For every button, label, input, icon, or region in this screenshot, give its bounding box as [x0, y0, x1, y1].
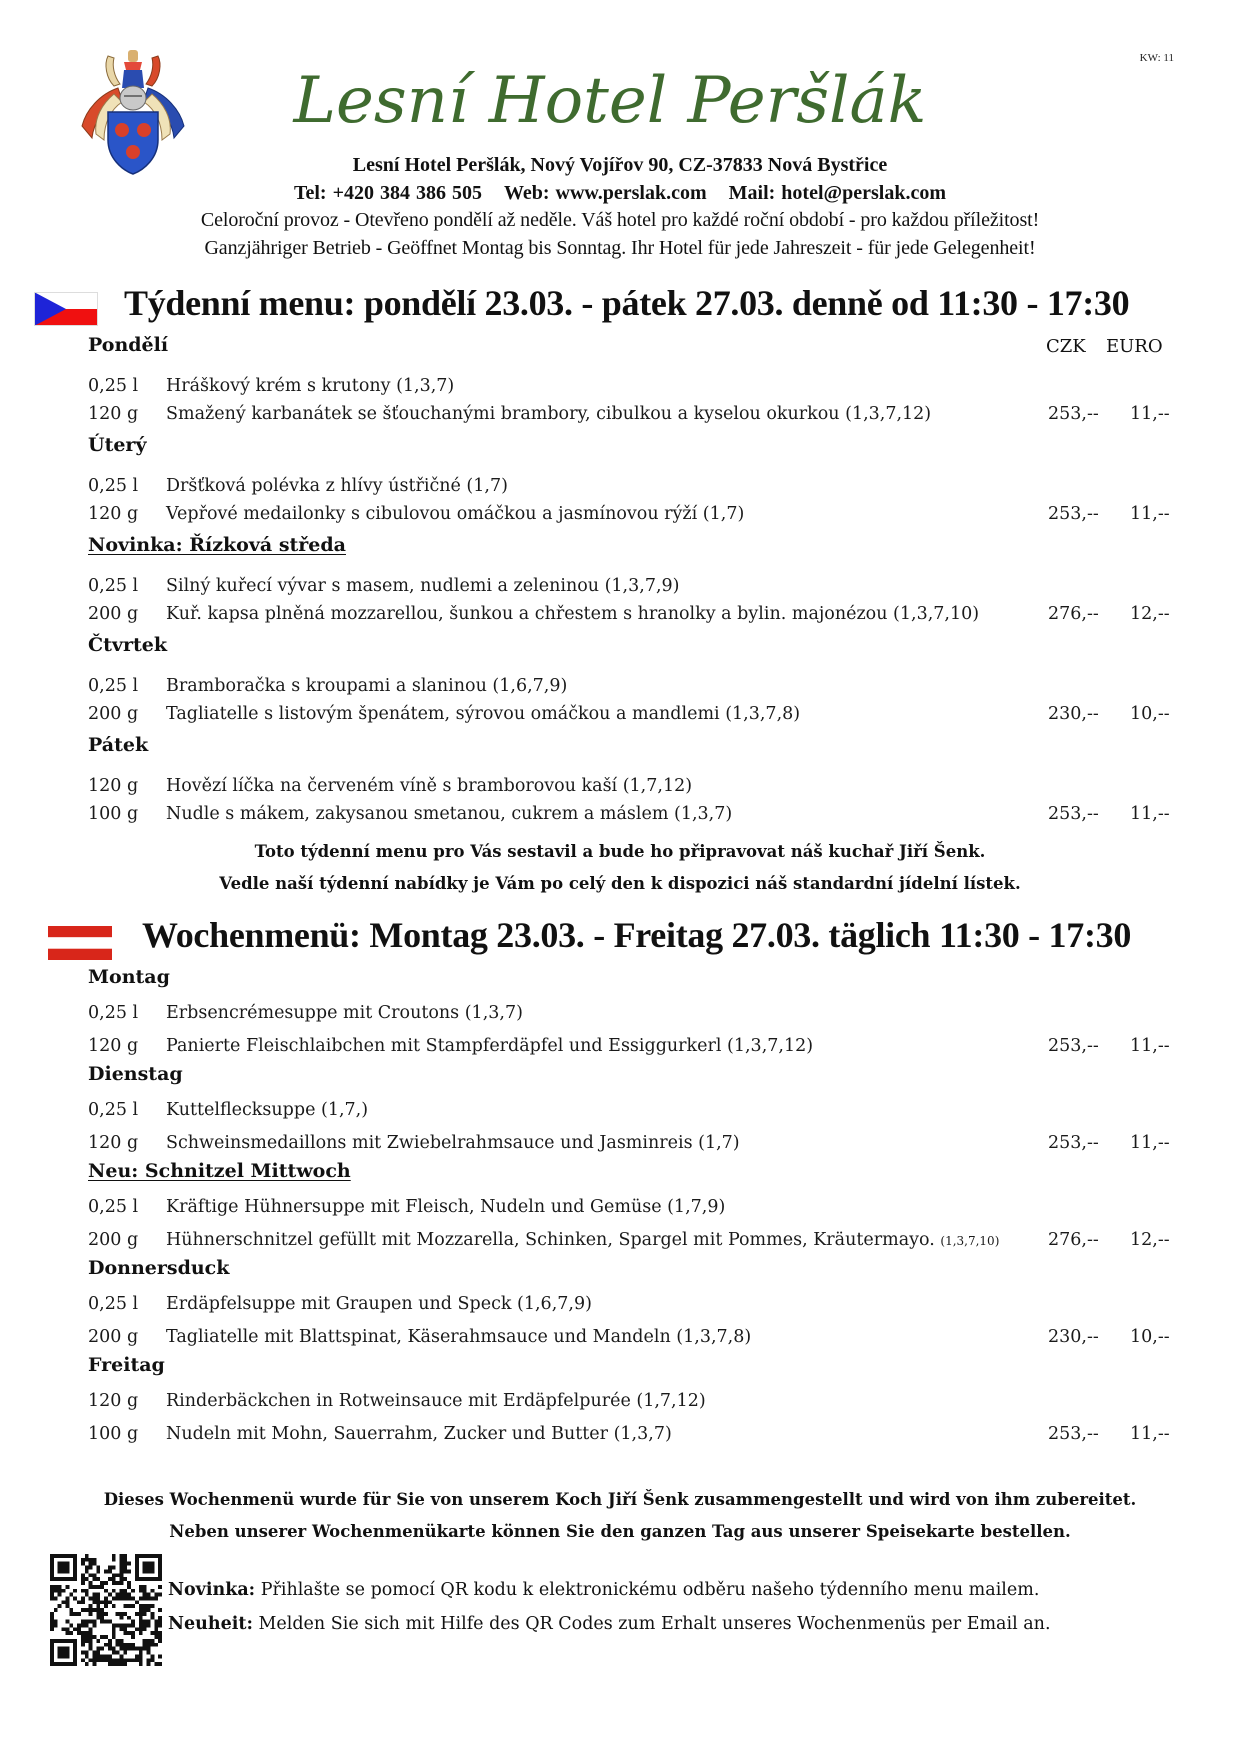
menu-item-row: [88, 1197, 1168, 1227]
dish-description: [166, 1294, 592, 1314]
portion-size: 0,25 l: [88, 676, 139, 696]
phone-number[interactable]: Tel: +420 384 386 505: [293, 182, 482, 204]
czech-chef-note: Toto týdenní menu pro Vás sestavil a bude ho připravovat náš kuchař Jiří Šenk.: [254, 842, 986, 861]
qr-german-label: Neuheit:: [168, 1614, 253, 1634]
price-czk: 253,--: [1048, 1036, 1099, 1056]
day-heading: Donnersduck: [88, 1257, 230, 1279]
portion-size: 120 g: [88, 504, 139, 524]
day-heading: Dienstag: [88, 1063, 183, 1085]
menu-item-row: [88, 1133, 1168, 1163]
portion-size: 200 g: [88, 704, 139, 724]
portion-size: 0,25 l: [88, 1100, 139, 1120]
dish-text: Erbsencrémesuppe mit Croutons (1,3,7): [166, 1003, 523, 1023]
website-link[interactable]: Web: www.perslak.com: [503, 182, 707, 204]
menu-item-row: [88, 1036, 1168, 1066]
day-heading: Pátek: [88, 734, 149, 756]
menu-item-row: [88, 604, 1168, 634]
price-euro: 12,--: [1130, 1230, 1170, 1250]
portion-size: 200 g: [88, 604, 139, 624]
portion-size: 100 g: [88, 1424, 139, 1444]
dish-text: Hühnerschnitzel gefüllt mit Mozzarella, Schinken, Spargel mit Pommes, Kräutermayo.: [166, 1230, 935, 1250]
menu-item-row: [88, 1327, 1168, 1357]
day-heading: Montag: [88, 966, 170, 988]
dish-text: Panierte Fleischlaibchen mit Stampferdäpfel und Essiggurkerl (1,3,7,12): [166, 1036, 814, 1056]
czech-flag-icon: [34, 292, 98, 326]
day-heading: Freitag: [88, 1354, 165, 1376]
price-czk: 253,--: [1048, 404, 1099, 424]
czech-menu-title: Týdenní menu: pondělí 23.03. - pátek 27.03. denně od 11:30 - 17:30: [124, 283, 1130, 323]
price-czk: 253,--: [1048, 504, 1099, 524]
price-czk: 253,--: [1048, 1424, 1099, 1444]
menu-item-row: [88, 776, 1168, 806]
day-heading: Neu: Schnitzel Mittwoch: [88, 1160, 351, 1182]
price-czk: 253,--: [1048, 1133, 1099, 1153]
menu-item-row: [88, 1230, 1168, 1260]
hotel-address: Lesní Hotel Peršlák, Nový Vojířov 90, CZ-37833 Nová Bystřice: [352, 154, 888, 176]
menu-item-row: [88, 576, 1168, 606]
qr-subscribe-german: [168, 1614, 1051, 1634]
dish-description: [166, 776, 692, 796]
qr-subscribe-czech: [168, 1580, 1039, 1600]
dish-description: [166, 676, 567, 696]
dish-text: Bramboračka s kroupami a slaninou (1,6,7,9): [166, 676, 568, 696]
portion-size: 0,25 l: [88, 576, 139, 596]
dish-description: [166, 1003, 523, 1023]
portion-size: 120 g: [88, 1036, 139, 1056]
dish-description: [166, 604, 979, 624]
price-euro: 11,--: [1130, 804, 1170, 824]
day-heading: Pondělí: [88, 334, 169, 356]
currency-header-euro: EURO: [1106, 336, 1163, 357]
qr-code-icon[interactable]: [50, 1554, 162, 1666]
dish-description: [166, 1197, 725, 1217]
contact-line: [0, 182, 1240, 205]
menu-item-row: [88, 1294, 1168, 1324]
dish-text: Kuttelflecksuppe (1,7,): [166, 1100, 369, 1120]
calendar-week-label: KW: 11: [1139, 52, 1174, 64]
tagline-czech: Celoroční provoz - Otevřeno pondělí až neděle. Váš hotel pro každé roční období - pro každou příležitost!: [200, 209, 1040, 231]
dish-text: Dršťková polévka z hlívy ústřičné (1,7): [166, 476, 508, 496]
dish-text: Tagliatelle s listovým špenátem, sýrovou omáčkou a mandlemi (1,3,7,8): [166, 704, 801, 724]
price-czk: 230,--: [1048, 1327, 1099, 1347]
portion-size: 0,25 l: [88, 476, 139, 496]
menu-item-row: [88, 676, 1168, 706]
price-czk: 253,--: [1048, 804, 1099, 824]
dish-text: Rinderbäckchen in Rotweinsauce mit Erdäpfelpurée (1,7,12): [166, 1391, 706, 1411]
dish-description: [166, 576, 679, 596]
portion-size: 120 g: [88, 1133, 139, 1153]
dish-text: Smažený karbanátek se šťouchanými brambory, cibulkou a kyselou okurkou (1,3,7,12): [166, 404, 932, 424]
portion-size: 0,25 l: [88, 376, 139, 396]
price-euro: 11,--: [1130, 1133, 1170, 1153]
austrian-flag-icon: [48, 926, 112, 960]
dish-description: [166, 1424, 672, 1444]
portion-size: 120 g: [88, 1391, 139, 1411]
dish-text: Nudeln mit Mohn, Sauerrahm, Zucker und Butter (1,3,7): [166, 1424, 672, 1444]
portion-size: 120 g: [88, 404, 139, 424]
dish-text: Schweinsmedaillons mit Zwiebelrahmsauce und Jasminreis (1,7): [166, 1133, 740, 1153]
menu-item-row: [88, 476, 1168, 506]
dish-text: Silný kuřecí vývar s masem, nudlemi a zeleninou (1,3,7,9): [166, 576, 680, 596]
price-euro: 12,--: [1130, 604, 1170, 624]
currency-header-czk: CZK: [1046, 336, 1086, 357]
german-chef-note: Dieses Wochenmenü wurde für Sie von unserem Koch Jiří Šenk zusammengestellt und wird von ihm zubereitet.: [103, 1490, 1137, 1509]
menu-item-row: [88, 504, 1168, 534]
dish-text: Vepřové medailonky s cibulovou omáčkou a jasmínovou rýží (1,7): [166, 504, 745, 524]
tagline-german: Ganzjähriger Betrieb - Geöffnet Montag bis Sonntag. Ihr Hotel für jede Jahreszeit - für jede Gelegenheit!: [204, 237, 1036, 259]
dish-description: [166, 1230, 999, 1250]
brand-logo-text: Lesní Hotel Peršlák: [293, 64, 927, 138]
german-standard-menu-note: Neben unserer Wochenmenükarte können Sie den ganzen Tag aus unserer Speisekarte bestellen.: [169, 1522, 1071, 1541]
dish-description: [166, 1133, 740, 1153]
dish-description: [166, 376, 454, 396]
price-euro: 11,--: [1130, 504, 1170, 524]
czech-standard-menu-note: Vedle naší týdenní nabídky je Vám po celý den k dispozici náš standardní jídelní lístek.: [219, 874, 1021, 893]
dish-description: [166, 804, 732, 824]
menu-item-row: [88, 1391, 1168, 1421]
menu-item-row: [88, 704, 1168, 734]
price-euro: 10,--: [1130, 704, 1170, 724]
portion-size: 0,25 l: [88, 1003, 139, 1023]
price-euro: 10,--: [1130, 1327, 1170, 1347]
dish-description: [166, 1100, 368, 1120]
dish-text: Erdäpfelsuppe mit Graupen und Speck (1,6,7,9): [166, 1294, 592, 1314]
dish-description: [166, 476, 508, 496]
price-czk: 230,--: [1048, 704, 1099, 724]
qr-czech-label: Novinka:: [168, 1580, 256, 1600]
dish-description: [166, 704, 800, 724]
portion-size: 100 g: [88, 804, 139, 824]
menu-item-row: [88, 376, 1168, 406]
menu-item-row: [88, 804, 1168, 834]
dish-text: Kräftige Hühnersuppe mit Fleisch, Nudeln und Gemüse (1,7,9): [166, 1197, 726, 1217]
portion-size: 120 g: [88, 776, 139, 796]
price-euro: 11,--: [1130, 1036, 1170, 1056]
qr-german-text: Melden Sie sich mit Hilfe des QR Codes zum Erhalt unseres Wochenmenüs per Email an.: [252, 1614, 1051, 1634]
day-heading: Úterý: [88, 434, 147, 456]
menu-item-row: [88, 404, 1168, 434]
day-heading: Čtvrtek: [88, 634, 167, 656]
portion-size: 200 g: [88, 1327, 139, 1347]
qr-czech-text: Přihlašte se pomocí QR kodu k elektronickému odběru našeho týdenního menu mailem.: [255, 1580, 1040, 1600]
email-link[interactable]: Mail: hotel@perslak.com: [728, 182, 947, 204]
dish-description: [166, 1327, 751, 1347]
dish-text: Hráškový krém s krutony (1,3,7): [166, 376, 455, 396]
allergen-codes: (1,3,7,10): [940, 1234, 1000, 1248]
price-czk: 276,--: [1048, 604, 1099, 624]
price-euro: 11,--: [1130, 1424, 1170, 1444]
dish-description: [166, 1036, 813, 1056]
menu-item-row: [88, 1100, 1168, 1130]
portion-size: 200 g: [88, 1230, 139, 1250]
hotel-brand-script-logo: [290, 44, 930, 144]
dish-description: [166, 504, 744, 524]
german-menu-title: Wochenmenü: Montag 23.03. - Freitag 27.03. täglich 11:30 - 17:30: [142, 915, 1132, 955]
dish-text: Kuř. kapsa plněná mozzarellou, šunkou a chřestem s hranolky a bylin. majonézou (1,3,7,10): [166, 604, 980, 624]
portion-size: 0,25 l: [88, 1294, 139, 1314]
dish-text: Nudle s mákem, zakysanou smetanou, cukrem a máslem (1,3,7): [166, 804, 733, 824]
price-czk: 276,--: [1048, 1230, 1099, 1250]
dish-description: [166, 1391, 706, 1411]
dish-text: Hovězí líčka na červeném víně s bramborovou kaší (1,7,12): [166, 776, 693, 796]
dish-description: [166, 404, 931, 424]
menu-item-row: [88, 1424, 1168, 1454]
day-heading: Novinka: Řízková středa: [88, 534, 346, 556]
dish-text: Tagliatelle mit Blattspinat, Käserahmsauce und Mandeln (1,3,7,8): [166, 1327, 752, 1347]
portion-size: 0,25 l: [88, 1197, 139, 1217]
price-euro: 11,--: [1130, 404, 1170, 424]
menu-item-row: [88, 1003, 1168, 1033]
